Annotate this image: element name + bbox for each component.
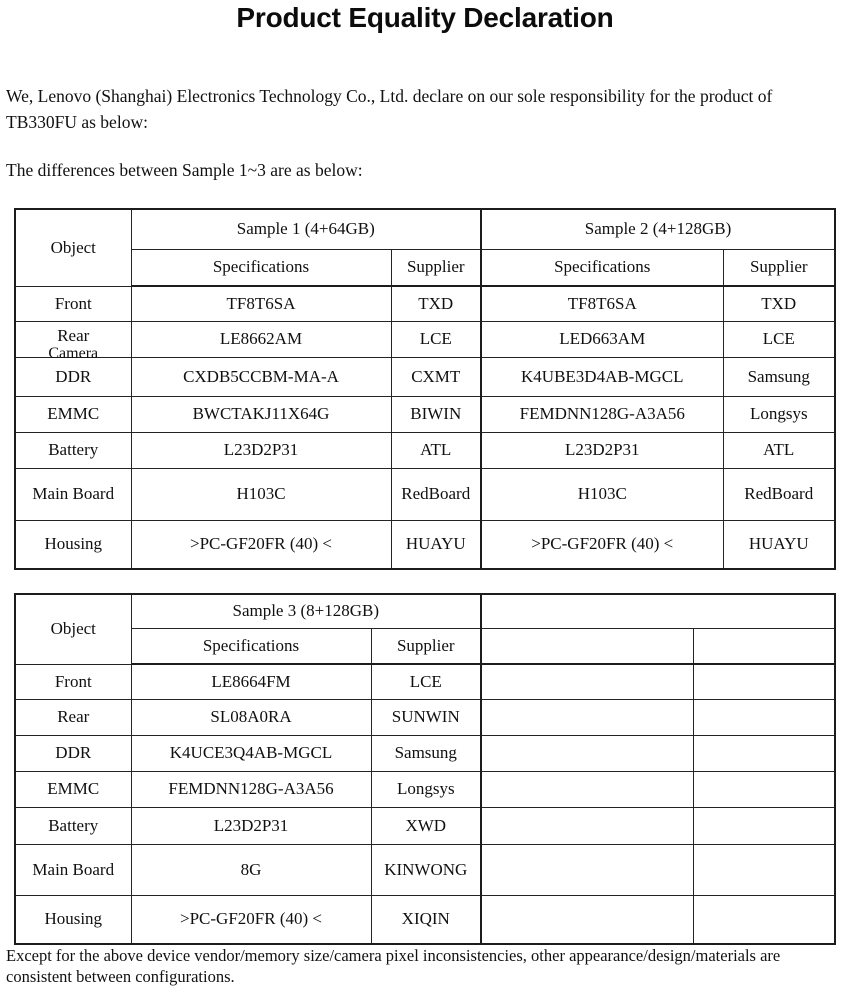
spec-cell: FEMDNN128G-A3A56 [481, 396, 723, 432]
object-header-cell: Object [15, 594, 131, 664]
object-cell: Housing [15, 895, 131, 944]
supplier-cell: LCE [391, 321, 481, 357]
intro-line-2: TB330FU as below: [6, 112, 148, 132]
supplier-cell: SUNWIN [371, 699, 481, 735]
intro-line-1: We, Lenovo (Shanghai) Electronics Technology Co., Ltd. declare on our sole responsibility for the product of [6, 86, 773, 106]
spec-cell: LE8662AM [131, 321, 391, 357]
supplier-cell: RedBoard [723, 468, 835, 520]
footer-line-1: Except for the above device vendor/memory size/camera pixel inconsistencies, other appearance/design/materials are [6, 946, 781, 965]
table-row-battery [15, 807, 835, 844]
intro-paragraph [6, 83, 846, 135]
object-cell: Battery [15, 807, 131, 844]
spec-cell: LED663AM [481, 321, 723, 357]
page-title: Product Equality Declaration [236, 2, 614, 33]
supplier-cell: Longsys [371, 771, 481, 807]
supplier-cell: BIWIN [391, 396, 481, 432]
supplier-cell: Samsung [723, 357, 835, 396]
supplier-cell: HUAYU [723, 520, 835, 569]
object-label: Rear [57, 326, 90, 345]
table-subheader-row [15, 628, 835, 664]
footer-line-2: consistent between configurations. [6, 967, 235, 986]
table-row-rear [15, 699, 835, 735]
spec-cell: TF8T6SA [481, 286, 723, 321]
empty-cell [693, 699, 835, 735]
table-row-emmc [15, 771, 835, 807]
object-cell: Front [15, 286, 131, 321]
empty-cell [693, 664, 835, 699]
empty-cell [693, 628, 835, 664]
spec-cell: K4UBE3D4AB-MGCL [481, 357, 723, 396]
table-header-row [15, 209, 835, 249]
supplier-cell: LCE [371, 664, 481, 699]
sample1-header-cell: Sample 1 (4+64GB) [131, 209, 481, 249]
empty-cell [481, 664, 693, 699]
object-cell: EMMC [15, 396, 131, 432]
object-label-clipped: Camera [48, 345, 99, 362]
supplier-header-cell: Supplier [371, 628, 481, 664]
table-row-front [15, 664, 835, 699]
table-row-emmc [15, 396, 835, 432]
supplier-cell: TXD [723, 286, 835, 321]
empty-cell [693, 735, 835, 771]
object-cell: DDR [15, 735, 131, 771]
differences-note: The differences between Sample 1~3 are as below: [6, 160, 363, 180]
spec-header-cell: Specifications [131, 628, 371, 664]
table-row-main-board [15, 468, 835, 520]
spec-cell: L23D2P31 [131, 807, 371, 844]
spec-cell: CXDB5CCBM-MA-A [131, 357, 391, 396]
table-row-ddr [15, 735, 835, 771]
table-row-housing [15, 895, 835, 944]
supplier-cell: ATL [723, 432, 835, 468]
table-row-ddr [15, 357, 835, 396]
spec-cell: H103C [131, 468, 391, 520]
object-header-cell: Object [15, 209, 131, 286]
sample2-header-cell: Sample 2 (4+128GB) [481, 209, 835, 249]
supplier-cell: XWD [371, 807, 481, 844]
spec-cell: FEMDNN128G-A3A56 [131, 771, 371, 807]
spec-cell: L23D2P31 [481, 432, 723, 468]
supplier-cell: TXD [391, 286, 481, 321]
sample3-header-cell: Sample 3 (8+128GB) [131, 594, 481, 628]
spec-header-cell: Specifications [131, 249, 391, 286]
sample-3-table [14, 593, 836, 945]
spec-cell: BWCTAKJ11X64G [131, 396, 391, 432]
supplier-cell: HUAYU [391, 520, 481, 569]
supplier-cell: LCE [723, 321, 835, 357]
table-row-rear [15, 321, 835, 357]
spec-cell: 8G [131, 844, 371, 895]
spec-cell: >PC-GF20FR (40) < [481, 520, 723, 569]
empty-cell [481, 807, 693, 844]
supplier-header-cell: Supplier [391, 249, 481, 286]
spec-cell: K4UCE3Q4AB-MGCL [131, 735, 371, 771]
object-cell: Front [15, 664, 131, 699]
object-cell: Main Board [15, 844, 131, 895]
object-cell: EMMC [15, 771, 131, 807]
spec-cell: SL08A0RA [131, 699, 371, 735]
spec-cell: >PC-GF20FR (40) < [131, 520, 391, 569]
supplier-cell: Longsys [723, 396, 835, 432]
samples-1-2-table [14, 208, 836, 570]
supplier-cell: XIQIN [371, 895, 481, 944]
object-cell: Main Board [15, 468, 131, 520]
empty-cell [481, 628, 693, 664]
empty-cell [481, 735, 693, 771]
empty-cell [693, 807, 835, 844]
table-row-housing [15, 520, 835, 569]
spec-cell: H103C [481, 468, 723, 520]
empty-header-cell [481, 594, 835, 628]
supplier-cell: CXMT [391, 357, 481, 396]
object-cell: Battery [15, 432, 131, 468]
empty-cell [481, 895, 693, 944]
supplier-header-cell: Supplier [723, 249, 835, 286]
empty-cell [481, 699, 693, 735]
object-cell: DDR [15, 357, 131, 396]
table-subheader-row [15, 249, 835, 286]
table-row-front [15, 286, 835, 321]
supplier-cell: ATL [391, 432, 481, 468]
empty-cell [481, 844, 693, 895]
object-cell: Housing [15, 520, 131, 569]
spec-cell: LE8664FM [131, 664, 371, 699]
supplier-cell: Samsung [371, 735, 481, 771]
table-row-main-board [15, 844, 835, 895]
table-header-row [15, 594, 835, 628]
supplier-cell: KINWONG [371, 844, 481, 895]
empty-cell [481, 771, 693, 807]
table-row-battery [15, 432, 835, 468]
empty-cell [693, 895, 835, 944]
spec-header-cell: Specifications [481, 249, 723, 286]
empty-cell [693, 844, 835, 895]
object-cell: Rear [15, 699, 131, 735]
spec-cell: TF8T6SA [131, 286, 391, 321]
empty-cell [693, 771, 835, 807]
footer-note [6, 945, 848, 987]
object-cell [15, 321, 131, 362]
supplier-cell: RedBoard [391, 468, 481, 520]
spec-cell: >PC-GF20FR (40) < [131, 895, 371, 944]
spec-cell: L23D2P31 [131, 432, 391, 468]
